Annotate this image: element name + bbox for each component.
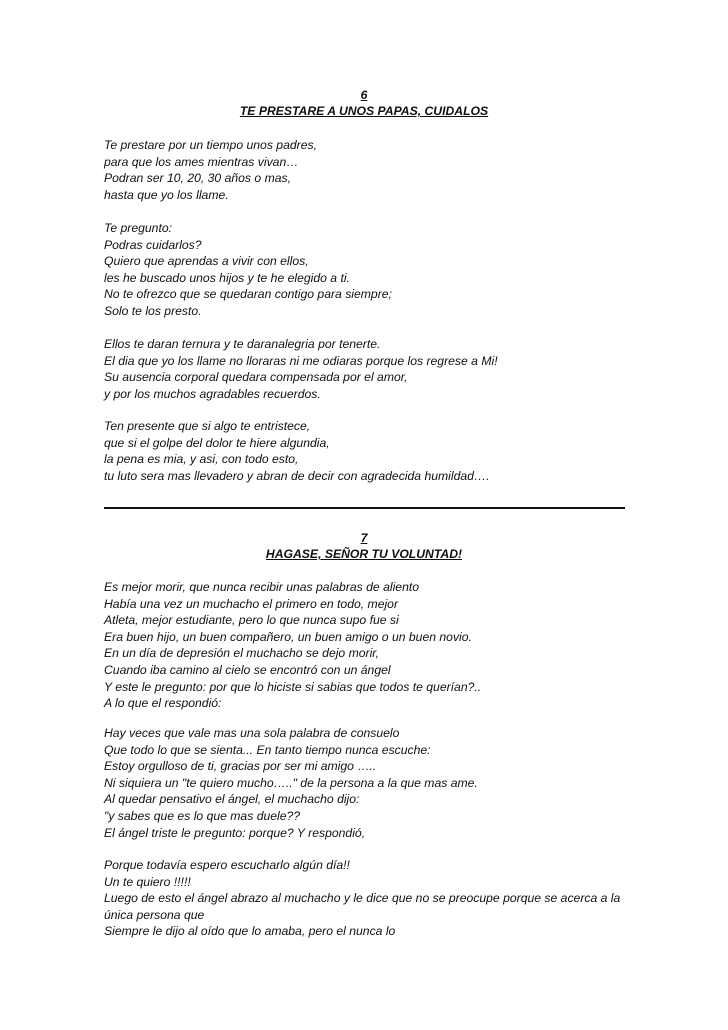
text-line: Era buen hijo, un buen compañero, un buen amigo o un buen novio. — [104, 629, 472, 644]
section-6-stanza-3 — [104, 336, 644, 402]
text-line: El dia que yo los llame no lloraras ni me odiaras porque los regrese a Mi! — [104, 353, 498, 368]
text-line: El ángel triste le pregunto: porque? Y respondió, — [104, 825, 366, 840]
text-line: tu luto sera mas llevadero y abran de decir con agradecida humildad…. — [104, 468, 490, 483]
section-7-stanza-2 — [104, 725, 644, 841]
text-line: Había una vez un muchacho el primero en todo, mejor — [104, 596, 399, 611]
text-line: Su ausencia corporal quedara compensada por el amor, — [104, 370, 408, 385]
section-6-stanza-4 — [104, 418, 644, 484]
section-divider — [104, 507, 625, 509]
text-line: Al quedar pensativo el ángel, el muchacho dijo: — [104, 792, 360, 807]
text-line: hasta que yo los llame. — [104, 187, 229, 202]
text-line: les he buscado unos hijos y te he elegido a ti. — [104, 270, 350, 285]
text-line: única persona que — [104, 907, 205, 922]
text-line: Ten presente que si algo te entristece, — [104, 419, 311, 433]
text-line: Y este le pregunto: por que lo hiciste si sabias que todos te querían?.. — [104, 679, 482, 694]
section-7-number: 7 — [360, 531, 368, 545]
text-line: que si el golpe del dolor te hiere algundia, — [104, 435, 330, 450]
text-line: Podran ser 10, 20, 30 años o mas, — [104, 171, 291, 186]
text-line: Hay veces que vale mas una sola palabra de consuelo — [104, 726, 400, 740]
text-line: "y sabes que es lo que mas duele?? — [104, 808, 301, 823]
text-line: No te ofrezco que se quedaran contigo para siempre; — [104, 287, 392, 302]
section-7-stanza-3 — [104, 857, 644, 940]
text-line: Atleta, mejor estudiante, pero lo que nunca supo fue si — [104, 613, 399, 628]
text-line: En un día de depresión el muchacho se dejo morir, — [104, 646, 380, 661]
text-line: Podras cuidarlos? — [104, 237, 202, 252]
text-line: Te pregunto: — [104, 221, 172, 235]
section-6-stanza-2 — [104, 220, 644, 320]
section-7-stanza-1 — [104, 579, 644, 712]
text-line: Estoy orgulloso de ti, gracias por ser mi amigo ….. — [104, 759, 377, 774]
text-line: Siempre le dijo al oído que lo amaba, pero el nunca lo — [104, 924, 396, 939]
text-line: Un te quiero !!!!! — [104, 874, 191, 889]
section-7-title: HAGASE, SEÑOR TU VOLUNTAD! — [265, 547, 463, 561]
text-line: Es mejor morir, que nunca recibir unas palabras de aliento — [104, 580, 420, 594]
text-line: la pena es mia, y asi, con todo esto, — [104, 452, 299, 467]
text-line: Te prestare por un tiempo unos padres, — [104, 138, 317, 152]
text-line: Luego de esto el ángel abrazo al muchacho y le dice que no se preocupe porque se acerca a la — [104, 891, 621, 906]
text-line: Ni siquiera un "te quiero mucho….." de la persona a la que mas ame. — [104, 775, 478, 790]
text-line: Ellos te daran ternura y te daranalegria por tenerte. — [104, 337, 381, 351]
section-6-title: TE PRESTARE A UNOS PAPAS, CUIDALOS — [239, 104, 489, 118]
section-6-stanza-1 — [104, 137, 644, 203]
text-line: Que todo lo que se sienta... En tanto tiempo nunca escuche: — [104, 742, 431, 757]
text-line: Solo te los presto. — [104, 303, 202, 318]
text-line: y por los muchos agradables recuerdos. — [104, 386, 321, 401]
text-line: Cuando iba camino al cielo se encontró con un ángel — [104, 662, 391, 677]
text-line: para que los ames mientras vivan… — [104, 154, 299, 169]
section-6-number: 6 — [360, 88, 368, 102]
text-line: Porque todavía espero escucharlo algún día!! — [104, 858, 350, 872]
text-line: Quiero que aprendas a vivir con ellos, — [104, 254, 309, 269]
text-line: A lo que el respondió: — [104, 696, 222, 711]
